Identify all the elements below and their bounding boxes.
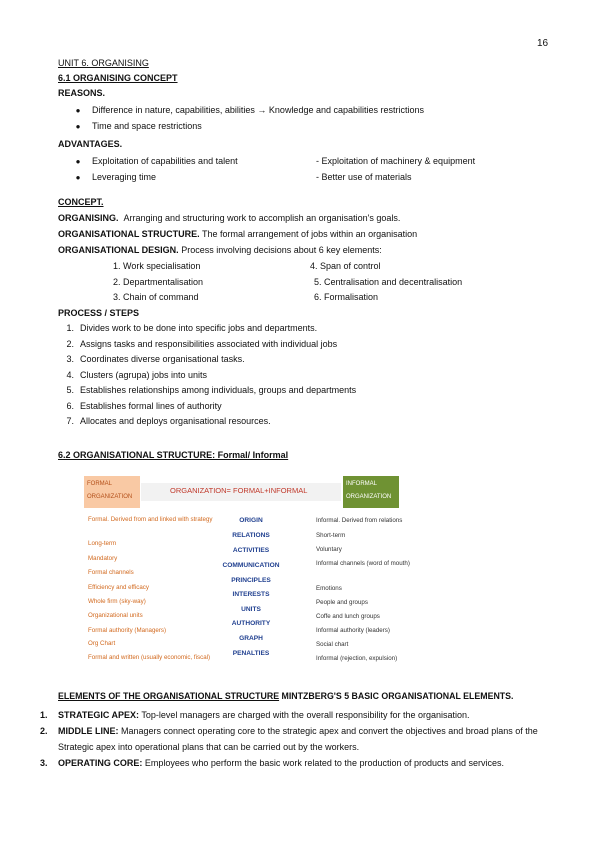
criteria-label: INTERESTS (232, 591, 270, 598)
informal-item: Social chart (316, 641, 349, 648)
unit-title: UNIT 6. ORGANISING (58, 58, 149, 68)
key-element-4: 4. Span of control (310, 261, 381, 271)
criteria-label: PENALTIES (232, 650, 270, 657)
key-element-5: 5. Centralisation and decentralisation (314, 277, 463, 287)
list-item: 3. Coordinates diverse organisational tasks. (66, 354, 245, 364)
formal-item: Formal channels (88, 569, 134, 576)
list-item: 2. Assigns tasks and responsibilities associated with individual jobs (66, 339, 338, 349)
informal-item: Informal (rejection, expulsion) (316, 655, 398, 662)
informal-organization-box: INFORMAL ORGANIZATION (343, 476, 399, 508)
criteria-label: ORIGIN (239, 517, 263, 524)
list-item: ● Time and space restrictions (75, 121, 202, 131)
key-element-6: 6. Formalisation (314, 292, 379, 302)
informal-item: Informal. Derived from relations (316, 517, 403, 524)
informal-item: Informal channels (word of mouth) (316, 560, 410, 567)
key-element-1: 1. Work specialisation (113, 261, 201, 271)
formal-organization-box: FORMAL ORGANIZATION (84, 476, 140, 508)
list-item: 3. OPERATING CORE: Employees who perform the basic work related to the production of products and services. (40, 758, 505, 768)
list-item: 4. Clusters (agrupa) jobs into units (66, 370, 208, 380)
list-item: ● Exploitation of capabilities and talent (75, 156, 238, 166)
key-element-3: 3. Chain of command (113, 292, 199, 302)
list-item: 5. Establishes relationships among individuals, groups and departments (66, 385, 357, 395)
criteria-label: COMMUNICATION (222, 562, 280, 569)
advantages-label: ADVANTAGES. (58, 139, 123, 149)
formal-item: Efficiency and efficacy (88, 584, 149, 591)
page-number: 16 (537, 38, 549, 49)
criteria-label: GRAPH (239, 635, 263, 642)
list-item: 2. MIDDLE LINE: Managers connect operating core to the strategic apex and convert the objectives and broad plans of the Strategic apex into operational plans that can be carried out by the workers. (40, 726, 538, 752)
informal-item: Voluntary (316, 546, 342, 553)
list-item: ● Leveraging time (75, 172, 157, 182)
criteria-label: PRINCIPLES (231, 577, 271, 584)
criteria-label: AUTHORITY (231, 620, 271, 627)
formal-item: Org Chart (88, 640, 116, 647)
section-62-heading: 6.2 ORGANISATIONAL STRUCTURE: Formal/ Informal (58, 450, 289, 460)
criteria-label: ACTIVITIES (232, 547, 270, 554)
advantage-right-2: - Better use of materials (316, 172, 412, 182)
section-61-heading: 6.1 ORGANISING CONCEPT (58, 73, 178, 83)
elements-heading: ELEMENTS OF THE ORGANISATIONAL STRUCTURE MINTZBERG'S 5 BASIC ORGANISATIONAL ELEMENTS. (58, 691, 514, 701)
concept-label: CONCEPT. (58, 197, 104, 207)
formal-item: Formal. Derived from and linked with strategy (88, 516, 213, 523)
design-definition: ORGANISATIONAL DESIGN. Process involving decisions about 6 key elements: (58, 245, 382, 255)
formal-item: Whole firm (sky-way) (88, 598, 146, 605)
formal-item: Organizational units (88, 612, 143, 619)
list-item: ● Difference in nature, capabilities, abilities → Knowledge and capabilities restrictions (75, 105, 425, 115)
organising-definition: ORGANISING. Arranging and structuring work to accomplish an organisation's goals. (58, 213, 401, 223)
organization-equation-title: ORGANIZATION= FORMAL+INFORMAL (170, 486, 308, 495)
criteria-label: UNITS (241, 606, 261, 613)
formal-item: Mandatory (88, 555, 118, 562)
formal-item: Formal and written (usually economic, fiscal) (88, 654, 211, 661)
informal-item: Emotions (316, 585, 342, 592)
process-label: PROCESS / STEPS (58, 308, 140, 318)
list-item: 1. Divides work to be done into specific jobs and departments. (66, 323, 318, 333)
formal-item: Formal authority (Managers) (88, 627, 167, 634)
list-item: 1. STRATEGIC APEX: Top-level managers are charged with the overall responsibility for the organisation. (40, 710, 470, 720)
informal-item: Coffe and lunch groups (316, 613, 380, 620)
advantage-right-1: - Exploitation of machinery & equipment (316, 156, 476, 166)
formal-item: Long-term (88, 540, 117, 547)
reasons-label: REASONS. (58, 88, 106, 98)
criteria-label: RELATIONS (232, 532, 270, 539)
informal-item: Short-term (316, 532, 346, 539)
list-item: 7. Allocates and deploys organisational resources. (66, 416, 271, 426)
informal-item: People and groups (316, 599, 368, 606)
list-item: 6. Establishes formal lines of authority (66, 401, 222, 411)
structure-definition: ORGANISATIONAL STRUCTURE. The formal arrangement of jobs within an organisation (58, 229, 418, 239)
informal-item: Informal authority (leaders) (316, 627, 390, 634)
key-element-2: 2. Departmentalisation (113, 277, 204, 287)
